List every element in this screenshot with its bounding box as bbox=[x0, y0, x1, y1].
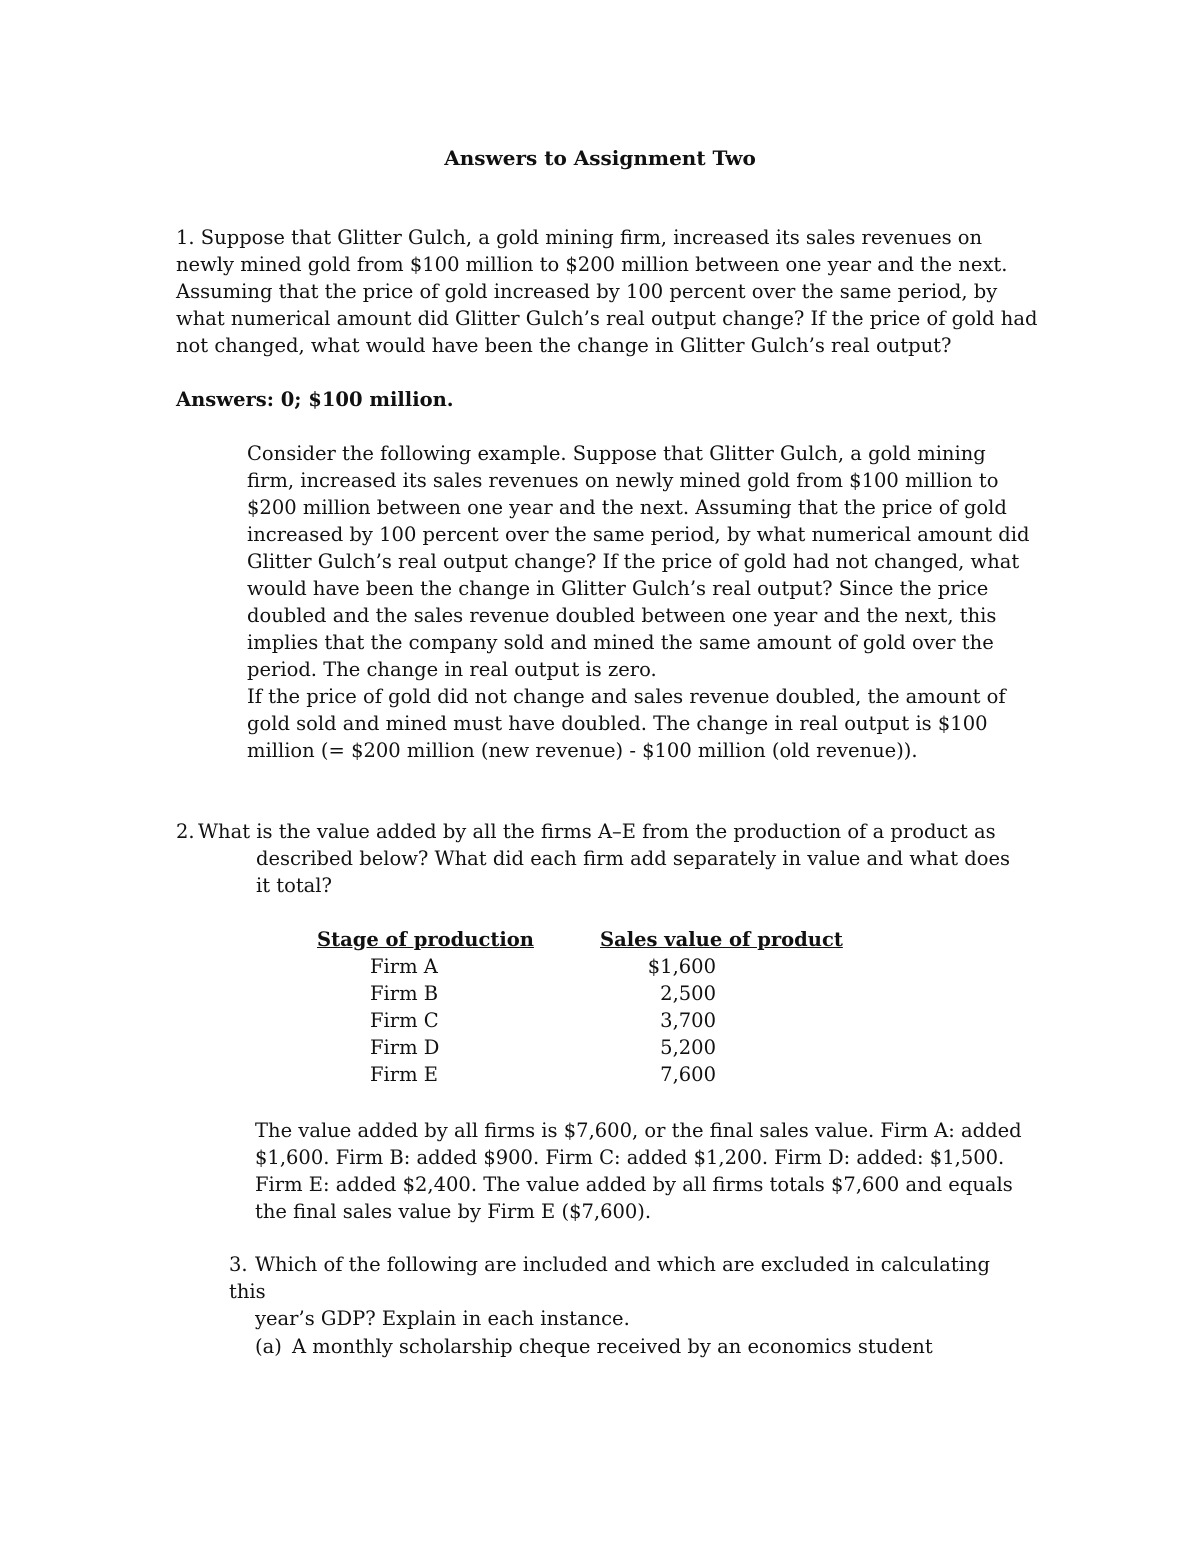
table-cell-firm: Firm E bbox=[370, 1063, 439, 1086]
table-header-sales: Sales value of product bbox=[600, 928, 843, 951]
question-2 bbox=[176, 818, 1026, 899]
question-3-number: 3. bbox=[229, 1253, 248, 1276]
table-cell-firm: Firm D bbox=[370, 1036, 440, 1059]
table-cell-firm: Firm A bbox=[370, 955, 438, 978]
table-header-stage: Stage of production bbox=[317, 928, 534, 951]
table-cell-value: 3,700 bbox=[660, 1009, 716, 1032]
table-row bbox=[0, 1061, 1200, 1088]
question-3 bbox=[229, 1251, 1029, 1332]
table-cell-value: $1,600 bbox=[647, 955, 716, 978]
table-cell-firm: Firm C bbox=[370, 1009, 439, 1032]
question-1: 1. Suppose that Glitter Gulch, a gold mining firm, increased its sales revenues on newly mined gold from $100 million to $200 million between one year and the next. Assuming that the price of gold increased by 100 percent over the same period, by what numerical amount did Glitter Gulch’s real output change? If the price of gold had not changed, what would have been the change in Glitter Gulch’s real output? bbox=[176, 226, 1038, 357]
table-row bbox=[0, 1034, 1200, 1061]
item-a-text: A monthly scholarship cheque received by an economics student bbox=[292, 1335, 933, 1358]
question-3-first-line: Which of the following are included and which are excluded in calculating this bbox=[229, 1253, 990, 1303]
table-row bbox=[0, 953, 1200, 980]
table-cell-value: 5,200 bbox=[660, 1036, 716, 1059]
answer-2-summary: The value added by all firms is $7,600, or the final sales value. Firm A: added $1,600. Firm B: added $900. Firm C: added $1,200. Firm D: added: $1,500. Firm E: added $2,400. The value added by all firms totals $7,600 and equals the final sales value by Firm E ($7,600). bbox=[255, 1119, 1022, 1223]
table-cell-value: 7,600 bbox=[660, 1063, 716, 1086]
question-2-first-line: What is the value added by all the firms A–E from the production of a product as bbox=[198, 820, 996, 843]
answer-1-summary: Answers: 0; $100 million. bbox=[176, 388, 454, 411]
question-2-number: 2. bbox=[176, 820, 195, 843]
table-row bbox=[0, 980, 1200, 1007]
table-cell-value: 2,500 bbox=[660, 982, 716, 1005]
question-2-rest: described below? What did each firm add separately in value and what does it total? bbox=[256, 847, 1011, 897]
question-3-item-a bbox=[255, 1333, 1035, 1360]
table-cell-firm: Firm B bbox=[370, 982, 439, 1005]
table-row bbox=[0, 1007, 1200, 1034]
answer-1-explanation-continued: If the price of gold did not change and sales revenue doubled, the amount of gold sold and mined must have doubled. The change in real output is $100 million (= $200 million (new revenue) - $100 million (old revenue)). bbox=[247, 685, 1006, 762]
page-title: Answers to Assignment Two bbox=[444, 146, 756, 170]
item-a-label: (a) bbox=[255, 1335, 282, 1358]
question-3-rest: year’s GDP? Explain in each instance. bbox=[255, 1307, 630, 1330]
answer-1-explanation: Consider the following example. Suppose that Glitter Gulch, a gold mining firm, increased its sales revenues on newly mined gold from $100 million to $200 million between one year and the next. Assuming that the price of gold increased by 100 percent over the same period, by what numerical amount did Glitter Gulch’s real output change? If the price of gold had not changed, what would have been the change in Glitter Gulch’s real output? Since the price doubled and the sales revenue doubled between one year and the next, this implies that the company sold and mined the same amount of gold over the period. The change in real output is zero. bbox=[247, 442, 1030, 681]
